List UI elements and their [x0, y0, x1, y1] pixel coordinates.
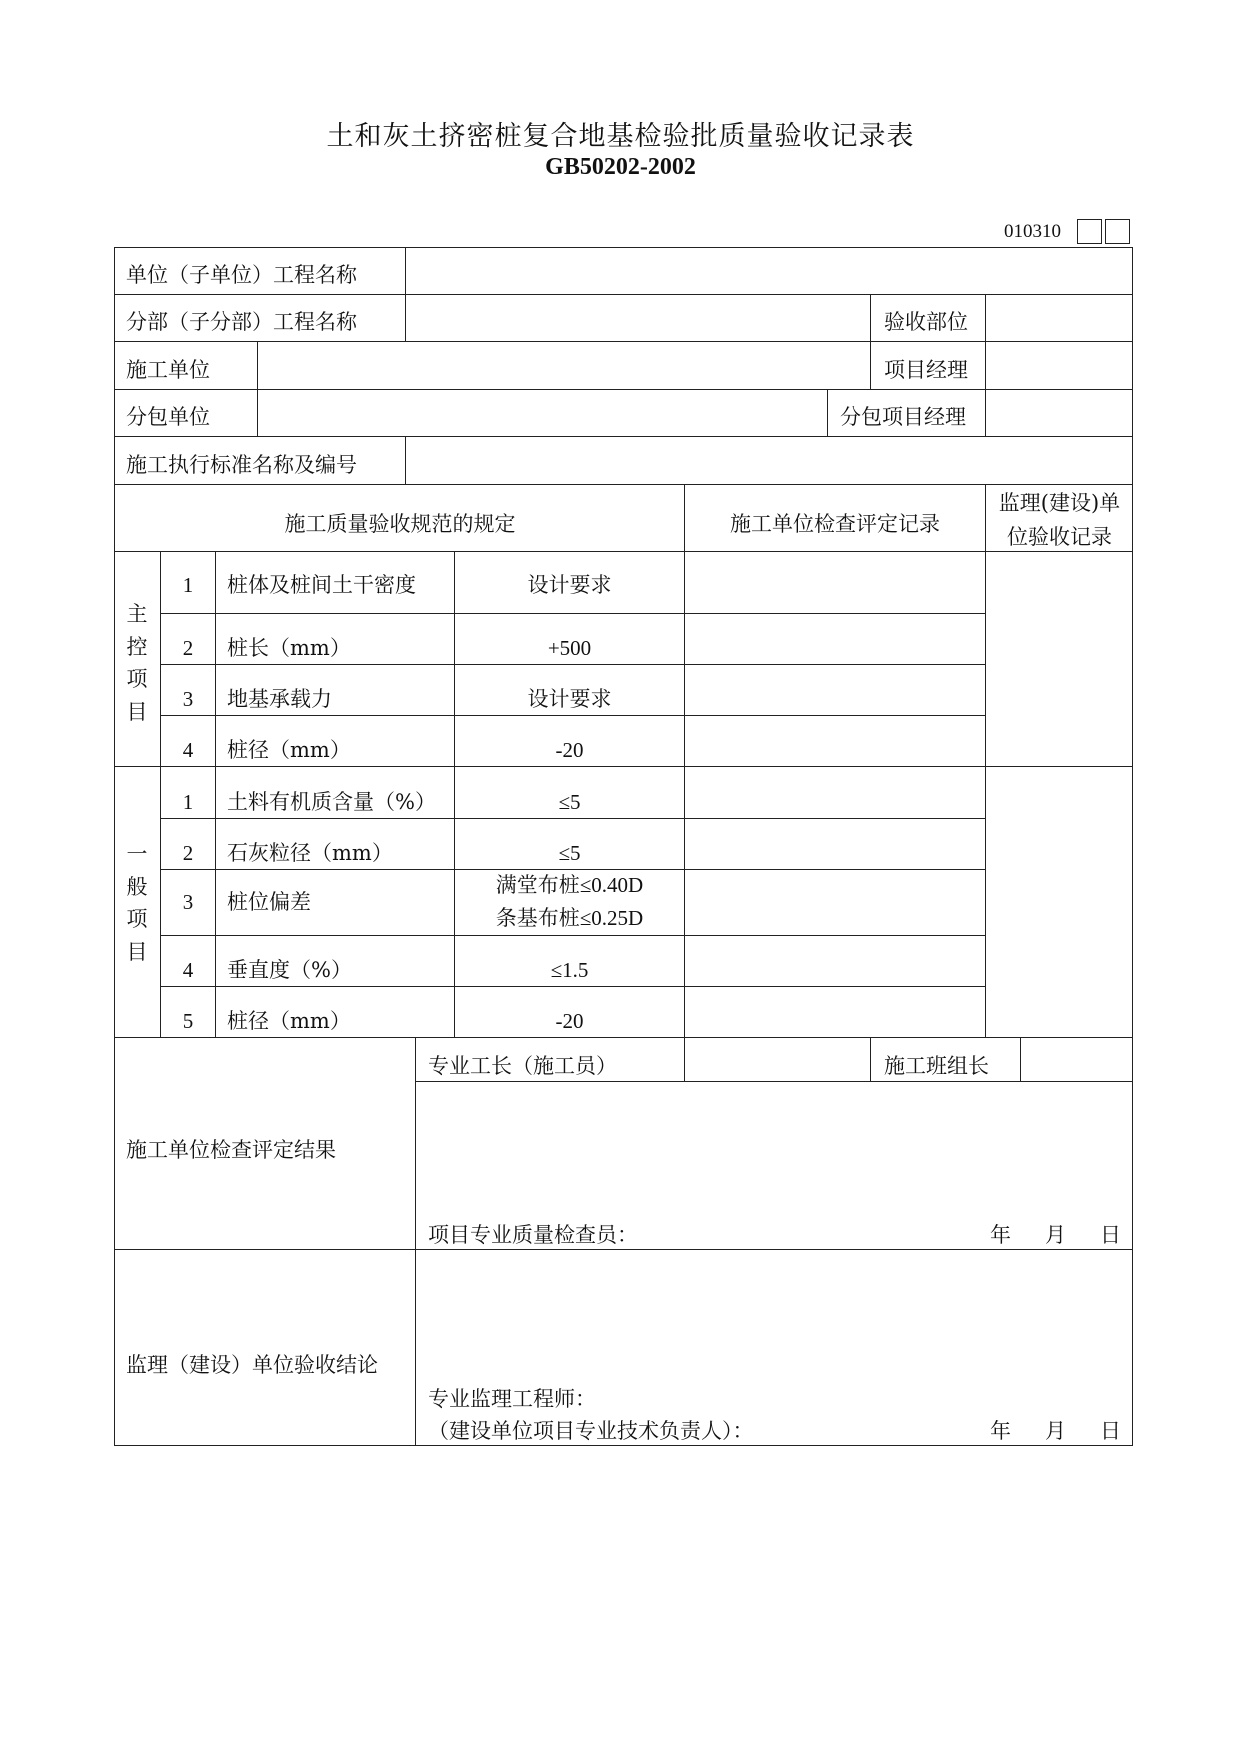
acceptance-part-label: 验收部位 — [884, 310, 968, 334]
general-item-no: 5 — [182, 1009, 194, 1033]
form-code: 010310 — [1004, 221, 1061, 242]
main-item-name: 桩体及桩间土干密度 — [227, 573, 416, 597]
page-title: 土和灰土挤密桩复合地基检验批质量验收记录表 — [326, 121, 915, 152]
date-year-label: 年 — [990, 1419, 1011, 1443]
general-item-req-line1: 满堂布桩≤0.40D — [495, 873, 644, 897]
construction-result-label: 施工单位检查评定结果 — [126, 1138, 336, 1162]
general-item-name: 垂直度（%） — [227, 958, 352, 982]
date-month-label: 月 — [1045, 1223, 1066, 1247]
date-month-label: 月 — [1045, 1419, 1066, 1443]
general-item-no: 3 — [182, 890, 194, 914]
main-item-name: 桩长（mm） — [227, 636, 351, 660]
main-item-req: 设计要求 — [527, 573, 612, 597]
date-day-label: 日 — [1100, 1419, 1121, 1443]
supervision-column-header-line1: 监理(建设)单 — [998, 491, 1121, 515]
main-item-no: 4 — [182, 738, 194, 762]
general-item-no: 4 — [182, 958, 194, 982]
general-item-name: 桩径（mm） — [227, 1009, 351, 1033]
spec-column-header: 施工质量验收规范的规定 — [284, 512, 516, 536]
subcontract-unit-field[interactable] — [259, 391, 826, 435]
team-leader-field[interactable] — [1022, 1039, 1131, 1080]
supervision-column-header-line2: 位验收记录 — [1007, 525, 1112, 549]
general-group-label: 一 般 项 目 — [126, 842, 148, 964]
general-item-no: 1 — [182, 790, 194, 814]
foreman-field[interactable] — [686, 1039, 869, 1080]
supervision-conclusion-label: 监理（建设）单位验收结论 — [126, 1353, 378, 1377]
foreman-label: 专业工长（施工员） — [428, 1054, 617, 1078]
main-item-no: 1 — [182, 573, 194, 597]
main-item-name: 桩径（mm） — [227, 738, 351, 762]
subcontract-unit-label: 分包单位 — [126, 405, 210, 429]
supervision-conclusion-field[interactable] — [417, 1251, 1131, 1444]
general-item-req: -20 — [555, 1009, 584, 1033]
sub-project-field[interactable] — [407, 296, 869, 340]
team-leader-label: 施工班组长 — [884, 1054, 989, 1078]
general-item-req: ≤5 — [558, 841, 581, 865]
subcontract-manager-label: 分包项目经理 — [840, 405, 966, 429]
main-control-group-label: 主 控 项 目 — [126, 602, 148, 724]
check-record-area[interactable] — [686, 553, 984, 1035]
main-item-req: -20 — [555, 738, 584, 762]
date-day-label: 日 — [1100, 1223, 1121, 1247]
general-item-req: ≤1.5 — [550, 958, 589, 982]
general-item-req: ≤5 — [558, 790, 581, 814]
subcontract-manager-field[interactable] — [987, 391, 1131, 435]
main-item-req: +500 — [547, 636, 592, 660]
main-item-req: 设计要求 — [527, 687, 612, 711]
standard-name-label: 施工执行标准名称及编号 — [126, 453, 357, 477]
standard-name-field[interactable] — [407, 438, 1131, 483]
construction-unit-field[interactable] — [259, 343, 869, 388]
acceptance-part-field[interactable] — [987, 296, 1131, 340]
supervision-record-area[interactable] — [987, 553, 1131, 1035]
quality-inspector-label: 项目专业质量检查员： — [428, 1223, 638, 1247]
project-manager-field[interactable] — [987, 343, 1131, 388]
construction-unit-label: 施工单位 — [126, 358, 210, 382]
unit-project-label: 单位（子单位）工程名称 — [126, 263, 357, 287]
main-item-name: 地基承载力 — [227, 687, 332, 711]
form-code-box-1[interactable] — [1077, 219, 1102, 244]
sub-project-label: 分部（子分部）工程名称 — [126, 310, 357, 334]
general-item-req-line2: 条基布桩≤0.25D — [495, 906, 644, 930]
supervision-engineer-label: 专业监理工程师： — [428, 1387, 596, 1411]
main-item-no: 3 — [182, 687, 194, 711]
general-item-name: 桩位偏差 — [227, 890, 311, 914]
standard-code: GB50202-2002 — [545, 154, 696, 180]
date-year-label: 年 — [990, 1223, 1011, 1247]
general-item-name: 石灰粒径（mm） — [227, 841, 393, 865]
owner-tech-lead-label: （建设单位项目专业技术负责人）： — [428, 1419, 754, 1443]
check-record-column-header: 施工单位检查评定记录 — [730, 512, 940, 536]
main-item-no: 2 — [182, 636, 194, 660]
general-item-no: 2 — [182, 841, 194, 865]
project-manager-label: 项目经理 — [884, 358, 968, 382]
general-item-name: 土料有机质含量（%） — [227, 790, 436, 814]
form-code-box-2[interactable] — [1105, 219, 1130, 244]
unit-project-field[interactable] — [407, 249, 1131, 293]
